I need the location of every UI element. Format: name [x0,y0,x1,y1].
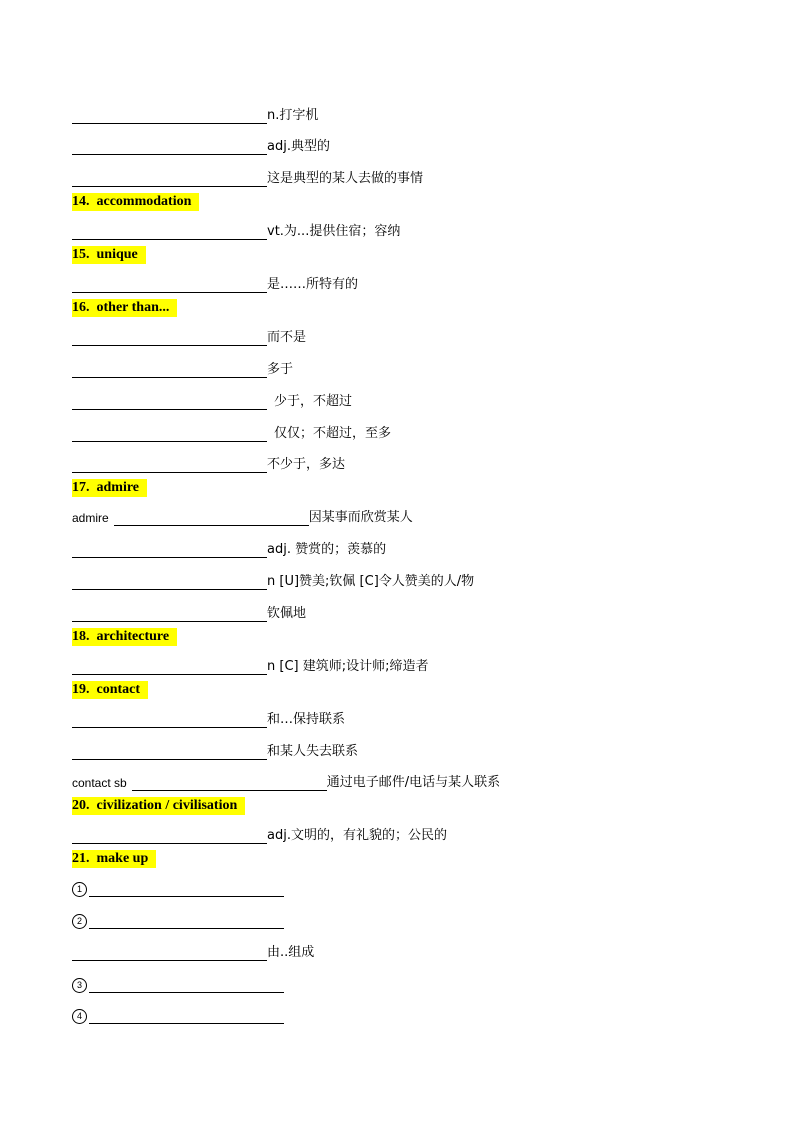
answer-blank[interactable] [89,883,284,897]
fill-blank-row [72,771,500,791]
fill-blank-row [72,655,429,675]
fill-blank-row [72,740,358,760]
hint-text: 和…保持联系 [267,712,346,727]
hint-text: 而不是 [267,330,307,345]
fill-blank-row [72,941,314,961]
circled-number: 4 [72,1009,87,1024]
numbered-blank-row [72,909,284,929]
vocab-number: 18. [72,629,90,644]
circled-number: 2 [72,914,87,929]
numbered-blank-row [72,1004,284,1024]
fill-blank-row [72,708,345,728]
fill-blank-row [72,538,386,558]
fill-blank-row [72,273,358,293]
hint-text: 多于 [267,362,294,377]
vocab-number: 21. [72,851,90,866]
circled-number: 1 [72,882,87,897]
fill-blank-row [72,390,352,410]
vocab-word: architecture [96,629,170,644]
answer-blank[interactable] [89,915,284,929]
fill-blank-row [72,220,400,240]
hint-text: 仅仅；不超过，至多 [274,426,392,441]
hint-text: n [C] 建筑师;设计师;缔造者 [267,659,429,674]
answer-blank[interactable] [72,173,267,187]
answer-blank[interactable] [72,428,267,442]
numbered-blank-row [72,877,284,897]
fill-blank-row [72,167,423,187]
hint-text: adj.典型的 [267,139,330,154]
hint-text: 少于，不超过 [274,394,353,409]
vocab-number: 17. [72,480,90,495]
hint-text: 因某事而欣赏某人 [308,510,413,525]
fill-blank-row [72,602,306,622]
answer-blank[interactable] [72,141,267,155]
hint-text: 是……所特有的 [267,277,359,292]
numbered-blank-row [72,973,284,993]
fill-blank-row [72,326,306,346]
vocab-word: admire [96,480,140,495]
vocab-heading [72,479,147,497]
hint-text: adj.文明的，有礼貌的；公民的 [267,828,447,843]
answer-blank[interactable] [72,226,267,240]
vocab-heading [72,193,199,211]
answer-blank[interactable] [72,608,267,622]
hint-text: 由..组成 [267,945,315,960]
hint-text: 钦佩地 [267,606,307,621]
answer-blank[interactable] [72,544,267,558]
answer-blank[interactable] [72,110,267,124]
vocab-heading [72,797,245,815]
fill-blank-row [72,422,391,442]
vocab-number: 16. [72,300,90,315]
hint-text: 和某人失去联系 [267,744,359,759]
row-prefix: admire [72,511,109,525]
answer-blank[interactable] [72,746,267,760]
vocab-heading [72,850,156,868]
hint-text: 通过电子邮件/电话与某人联系 [326,775,501,790]
vocab-number: 14. [72,194,90,209]
hint-text: n.打字机 [267,108,319,123]
vocab-word: civilization / civilisation [96,798,238,813]
hint-text: adj. 赞赏的；羡慕的 [267,542,387,557]
vocab-word: other than... [96,300,170,315]
fill-blank-row [72,104,318,124]
vocab-heading [72,246,146,264]
vocab-word: accommodation [96,194,192,209]
hint-text: n [U]赞美;钦佩 [C]令人赞美的人/物 [267,574,475,589]
fill-blank-row [72,570,474,590]
vocab-heading [72,681,148,699]
vocab-number: 15. [72,247,90,262]
circled-number: 3 [72,978,87,993]
answer-blank[interactable] [72,279,267,293]
answer-blank[interactable] [72,576,267,590]
fill-blank-row [72,135,330,155]
vocab-heading [72,299,177,317]
fill-blank-row [72,506,413,526]
answer-blank[interactable] [72,947,267,961]
hint-text: 这是典型的某人去做的事情 [267,171,424,186]
vocab-number: 19. [72,682,90,697]
vocab-word: contact [96,682,141,697]
vocab-word: make up [96,851,149,866]
answer-blank[interactable] [89,1010,284,1024]
answer-blank[interactable] [72,830,267,844]
row-prefix: contact sb [72,776,127,790]
answer-blank[interactable] [72,661,267,675]
answer-blank[interactable] [114,512,309,526]
answer-blank[interactable] [72,332,267,346]
answer-blank[interactable] [72,396,267,410]
answer-blank[interactable] [72,714,267,728]
hint-text: 不少于，多达 [267,457,346,472]
fill-blank-row [72,453,345,473]
fill-blank-row [72,358,293,378]
vocab-word: unique [96,247,138,262]
answer-blank[interactable] [132,777,327,791]
vocab-heading [72,628,177,646]
answer-blank[interactable] [72,459,267,473]
answer-blank[interactable] [72,364,267,378]
hint-text: vt.为...提供住宿；容纳 [267,224,401,239]
answer-blank[interactable] [89,979,284,993]
vocab-number: 20. [72,798,90,813]
fill-blank-row [72,824,447,844]
